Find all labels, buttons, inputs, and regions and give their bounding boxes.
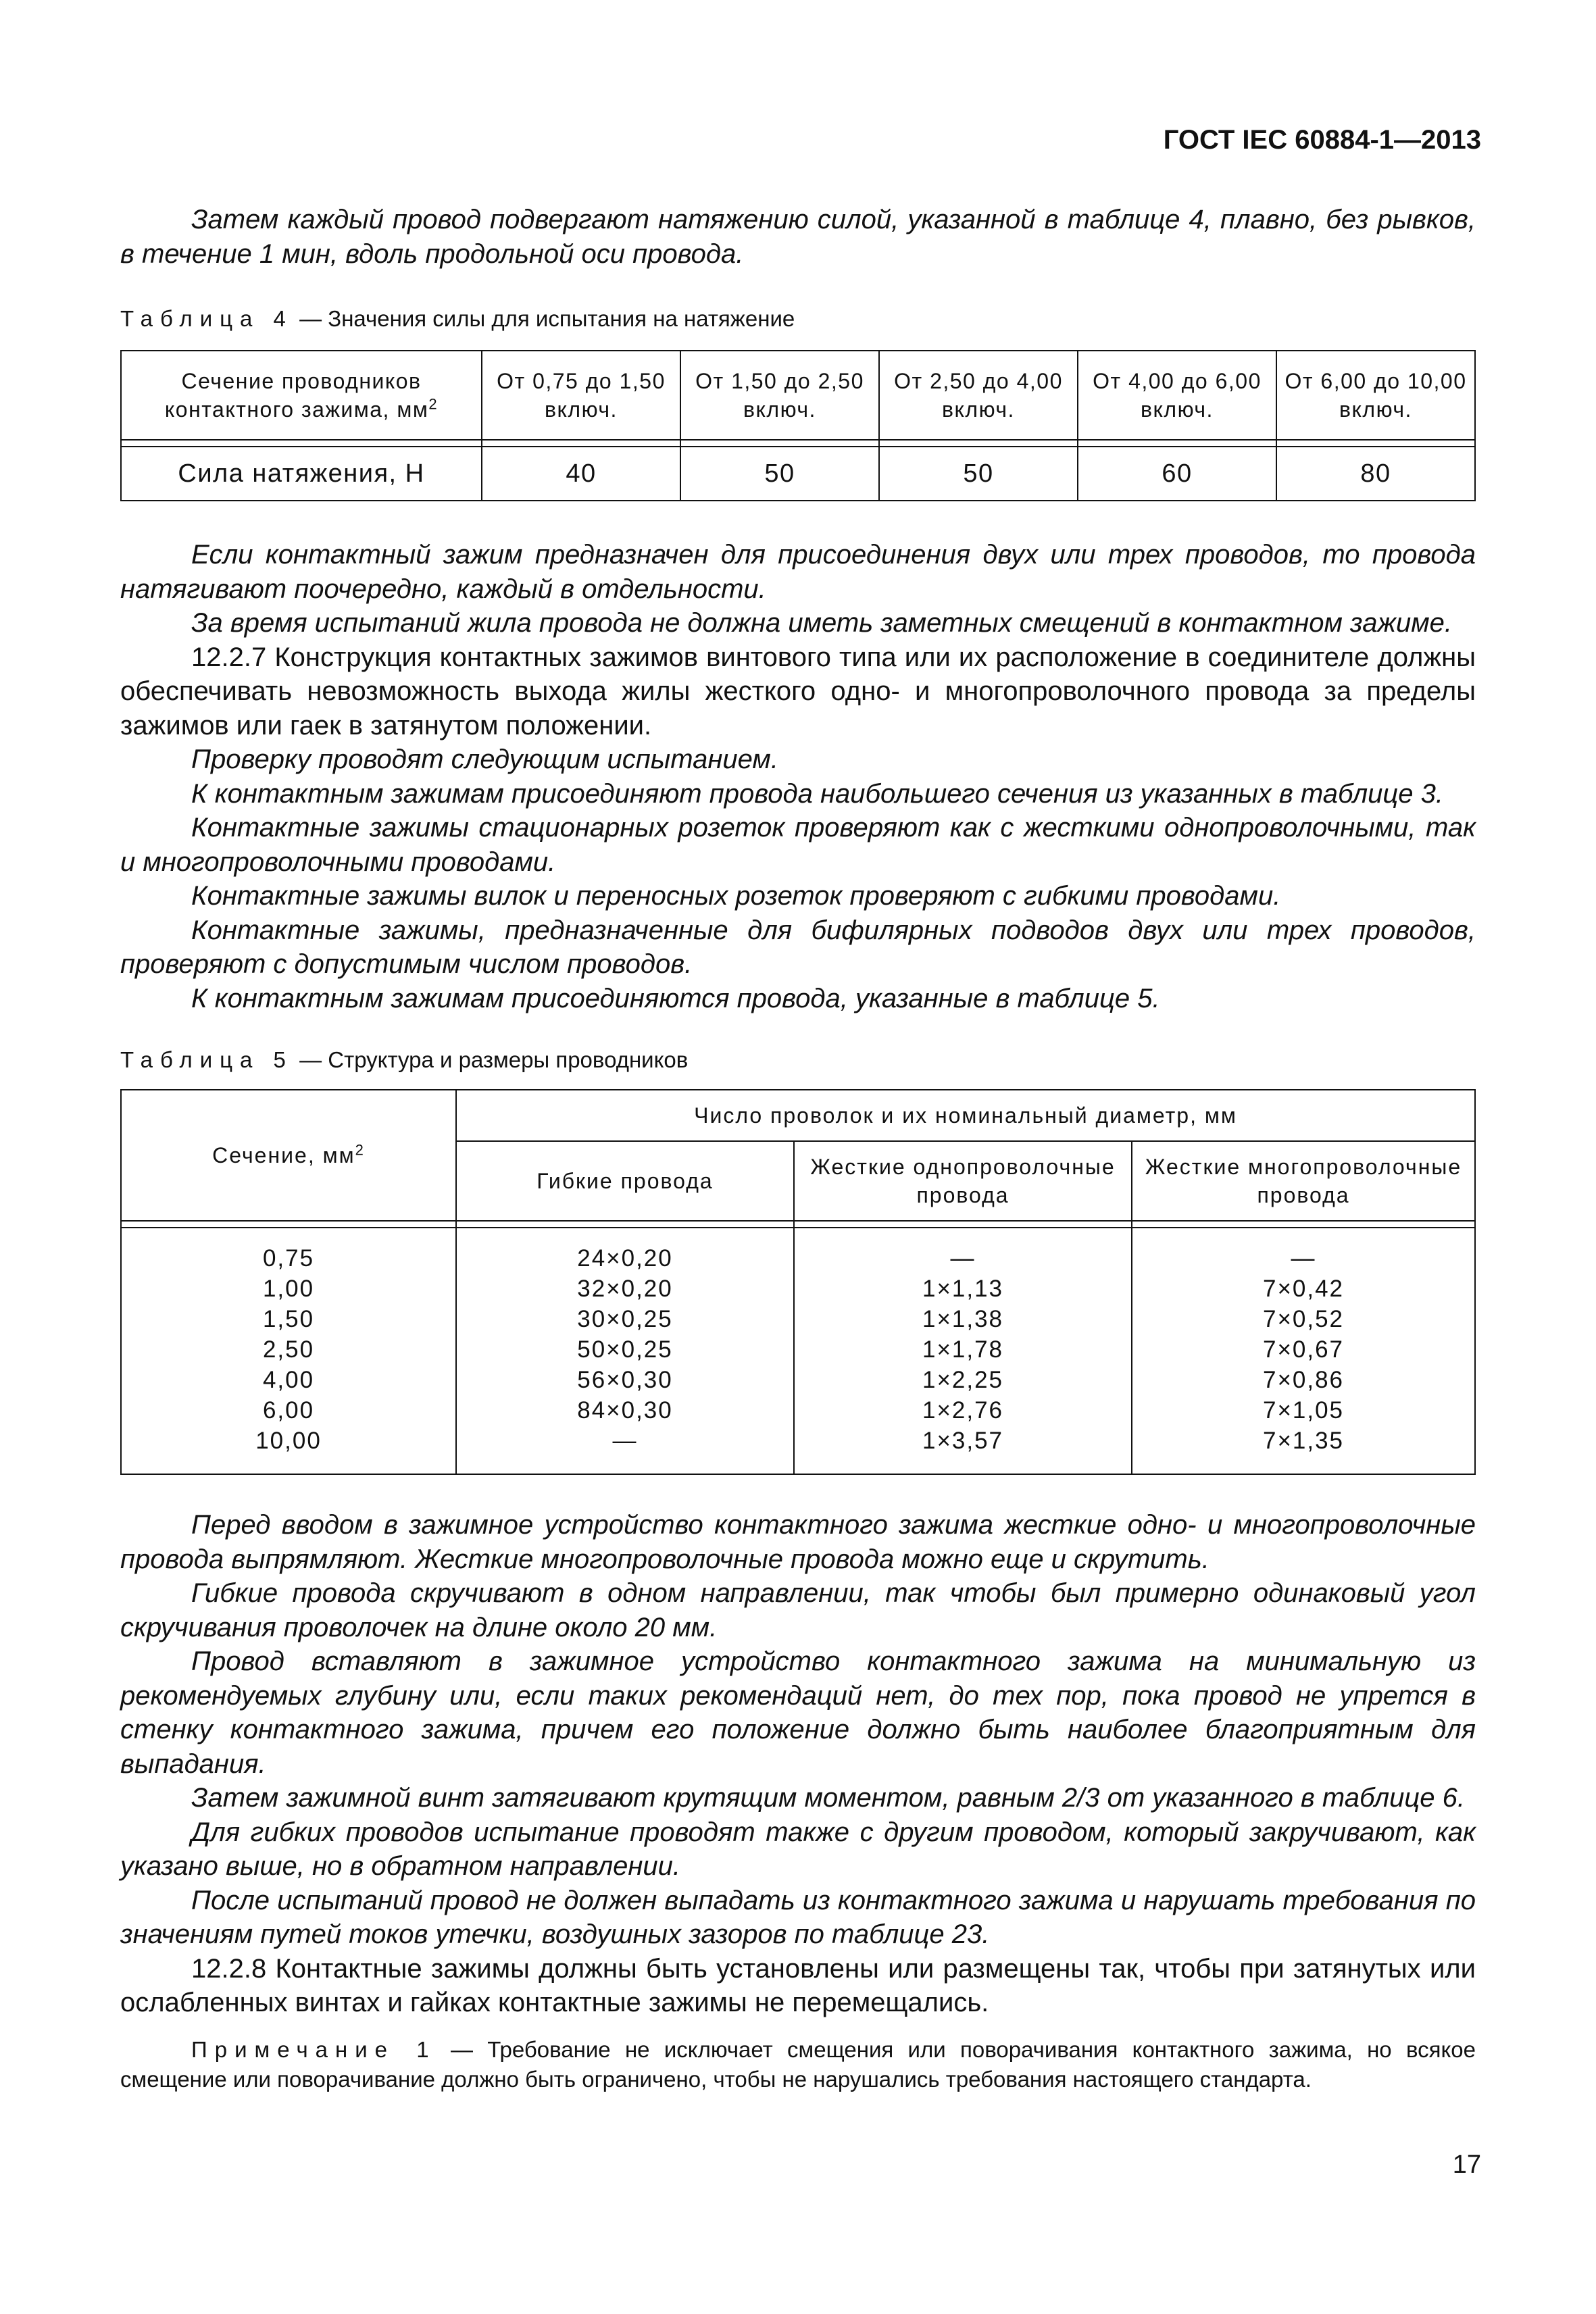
table5-caption [120, 1047, 1476, 1074]
table-cell: 1×2,25 [922, 1367, 1004, 1393]
table-cell: 50×0,25 [577, 1336, 673, 1363]
table-cell: — [612, 1428, 638, 1454]
table5-col-solid: Жесткие однопроволочные провода [794, 1141, 1132, 1221]
table-cell: 7×0,86 [1262, 1367, 1345, 1393]
paragraph: Провод вставляют в зажимное устройство контактного зажима на минимальную из рекомендуемых глубину или, если таких рекомендаций нет, до тех пор, пока провод не упрется в стенку контактного зажима, причем его положение должно быть наиболее благоприятным для выпадания. [120, 1646, 1476, 1779]
table5-solid-column [794, 1228, 1132, 1474]
table-cell: 0,75 [262, 1245, 315, 1272]
table-cell: 1,50 [262, 1306, 315, 1332]
document-id: ГОСТ IEC 60884-1—2013 [1163, 125, 1481, 155]
table4-caption-label: Таблица 4 [120, 306, 293, 331]
paragraph: Затем каждый провод подвергают натяжению силой, указанной в таблице 4, плавно, без рывков, в течение 1 мин, вдоль продольной оси провода. [120, 205, 1476, 269]
table-cell: 1×2,76 [922, 1397, 1004, 1424]
table5-col-group: Число проволок и их номинальный диаметр, мм [456, 1090, 1475, 1141]
table4-range-cell: От 4,00 до 6,00 включ. [1078, 351, 1276, 440]
table5-flexible-column [456, 1228, 794, 1474]
table4-force-cell: 80 [1276, 447, 1475, 501]
table-cell: 7×0,42 [1262, 1276, 1345, 1302]
table-cell: 1,00 [262, 1276, 315, 1302]
table4-force-cell: 50 [879, 447, 1078, 501]
table-cell: 6,00 [262, 1397, 315, 1424]
table5-caption-label: Таблица 5 [120, 1047, 293, 1072]
paragraph: Если контактный зажим предназначен для присоединения двух или трех проводов, то провода натягивают поочередно, каждый в отдельности. [120, 540, 1476, 604]
table5-caption-text: — Структура и размеры проводников [293, 1047, 689, 1072]
table4-row-header-section: Сечение проводников контактного зажима, $мм^2$ [121, 351, 482, 440]
table5-col-stranded: Жесткие многопроволочные провода [1132, 1141, 1475, 1221]
table4-row-header-force: Сила натяжения, Н [121, 447, 482, 501]
paragraph: Для гибких проводов испытание проводят также с другим проводом, который закручивают, как указано выше, но в обратном направлении. [120, 1817, 1476, 1881]
clause-12-2-8: 12.2.8 Контактные зажимы должны быть установлены или размещены так, чтобы при затянутых или ослабленных винтах и гайках контактные зажимы не перемещались. [120, 1953, 1476, 2017]
note-1 [120, 2035, 1476, 2094]
middle-block [120, 538, 1476, 1015]
paragraph: Гибкие провода скручивают в одном направлении, так чтобы был примерно одинаковый угол скручивания проволочек на длине около 20 мм. [120, 1578, 1476, 1642]
table-cell: 7×0,67 [1262, 1336, 1345, 1363]
table-cell: 10,00 [255, 1428, 322, 1454]
note-label: Примечание 1 [191, 2036, 437, 2062]
table-cell: — [950, 1245, 976, 1272]
paragraph: К контактным зажимам присоединяются провода, указанные в таблице 5. [191, 983, 1160, 1013]
table5-sections-column [121, 1228, 456, 1474]
paragraph: Затем зажимной винт затягивают крутящим моментом, равным 2/3 от указанного в таблице 6. [191, 1783, 1465, 1813]
table4-range-cell: От 1,50 до 2,50 включ. [680, 351, 879, 440]
clause-12-2-7: 12.2.7 Конструкция контактных зажимов винтового типа или их расположение в соединителе должны обеспечивать невозможность выхода жилы жесткого одно- и многопроволочного провода за пределы зажимов или гаек в затянутом положении. [120, 642, 1476, 740]
paragraph: За время испытаний жила провода не должна иметь заметных смещений в контактном зажиме. [191, 608, 1452, 638]
table-cell: 1×1,13 [922, 1276, 1004, 1302]
table-cell: 7×0,52 [1262, 1306, 1345, 1332]
table4-caption-text: — Значения силы для испытания на натяжение [293, 306, 795, 331]
paragraph: Контактные зажимы стационарных розеток проверяют как с жесткими однопроволочными, так и многопроволочными проводами. [120, 813, 1476, 877]
table4-force-cell: 60 [1078, 447, 1276, 501]
table4-caption [120, 305, 1476, 332]
table-cell: 4,00 [262, 1367, 315, 1393]
table-cell: 2,50 [262, 1336, 315, 1363]
table4-force-cell: 40 [482, 447, 680, 501]
table4 [120, 350, 1476, 501]
table4-range-cell: От 6,00 до 10,00 включ. [1276, 351, 1475, 440]
page-number: 17 [1452, 2150, 1481, 2179]
intro-block [120, 203, 1476, 271]
table-cell: 1×3,57 [922, 1428, 1004, 1454]
table4-range-cell: От 0,75 до 1,50 включ. [482, 351, 680, 440]
table-cell: 1×1,38 [922, 1306, 1004, 1332]
table-cell: 56×0,30 [577, 1367, 673, 1393]
note-text: — Требование не исключает смещения или поворачивания контактного зажима, но всякое смещение или поворачивание должно быть ограничено, чтобы не нарушались требования настоящего стандарта. [120, 2036, 1476, 2092]
lower-block [120, 1508, 1476, 2094]
paragraph: Перед вводом в зажимное устройство контактного зажима жесткие одно- и многопроволочные провода выпрямляют. Жесткие многопроволочные провода можно еще и скрутить. [120, 1510, 1476, 1574]
table-cell: 1×1,78 [922, 1336, 1004, 1363]
table4-force-cell: 50 [680, 447, 879, 501]
table5-stranded-column [1132, 1228, 1475, 1474]
table-cell: 84×0,30 [577, 1397, 673, 1424]
table5-col-section: Сечение, $мм^2$ [121, 1090, 456, 1221]
paragraph: После испытаний провод не должен выпадать из контактного зажима и нарушать требования по значениям путей токов утечки, воздушных зазоров по таблице 23. [120, 1885, 1476, 1949]
table-cell: 7×1,35 [1262, 1428, 1345, 1454]
paragraph: Проверку проводят следующим испытанием. [191, 745, 778, 774]
table-cell: 7×1,05 [1262, 1397, 1345, 1424]
table-cell: 24×0,20 [577, 1245, 673, 1272]
paragraph: Контактные зажимы, предназначенные для бифилярных подводов двух или трех проводов, проверяют с допустимым числом проводов. [120, 915, 1476, 979]
paragraph: К контактным зажимам присоединяют провода наибольшего сечения из указанных в таблице 3. [191, 778, 1443, 809]
table-cell: 32×0,20 [577, 1276, 673, 1302]
paragraph: Контактные зажимы вилок и переносных розеток проверяют с гибкими проводами. [191, 881, 1281, 911]
table5-col-flexible: Гибкие провода [456, 1141, 794, 1221]
table-cell: 30×0,25 [577, 1306, 673, 1332]
table-cell: — [1291, 1245, 1316, 1272]
table4-range-cell: От 2,50 до 4,00 включ. [879, 351, 1078, 440]
table5 [120, 1089, 1476, 1475]
